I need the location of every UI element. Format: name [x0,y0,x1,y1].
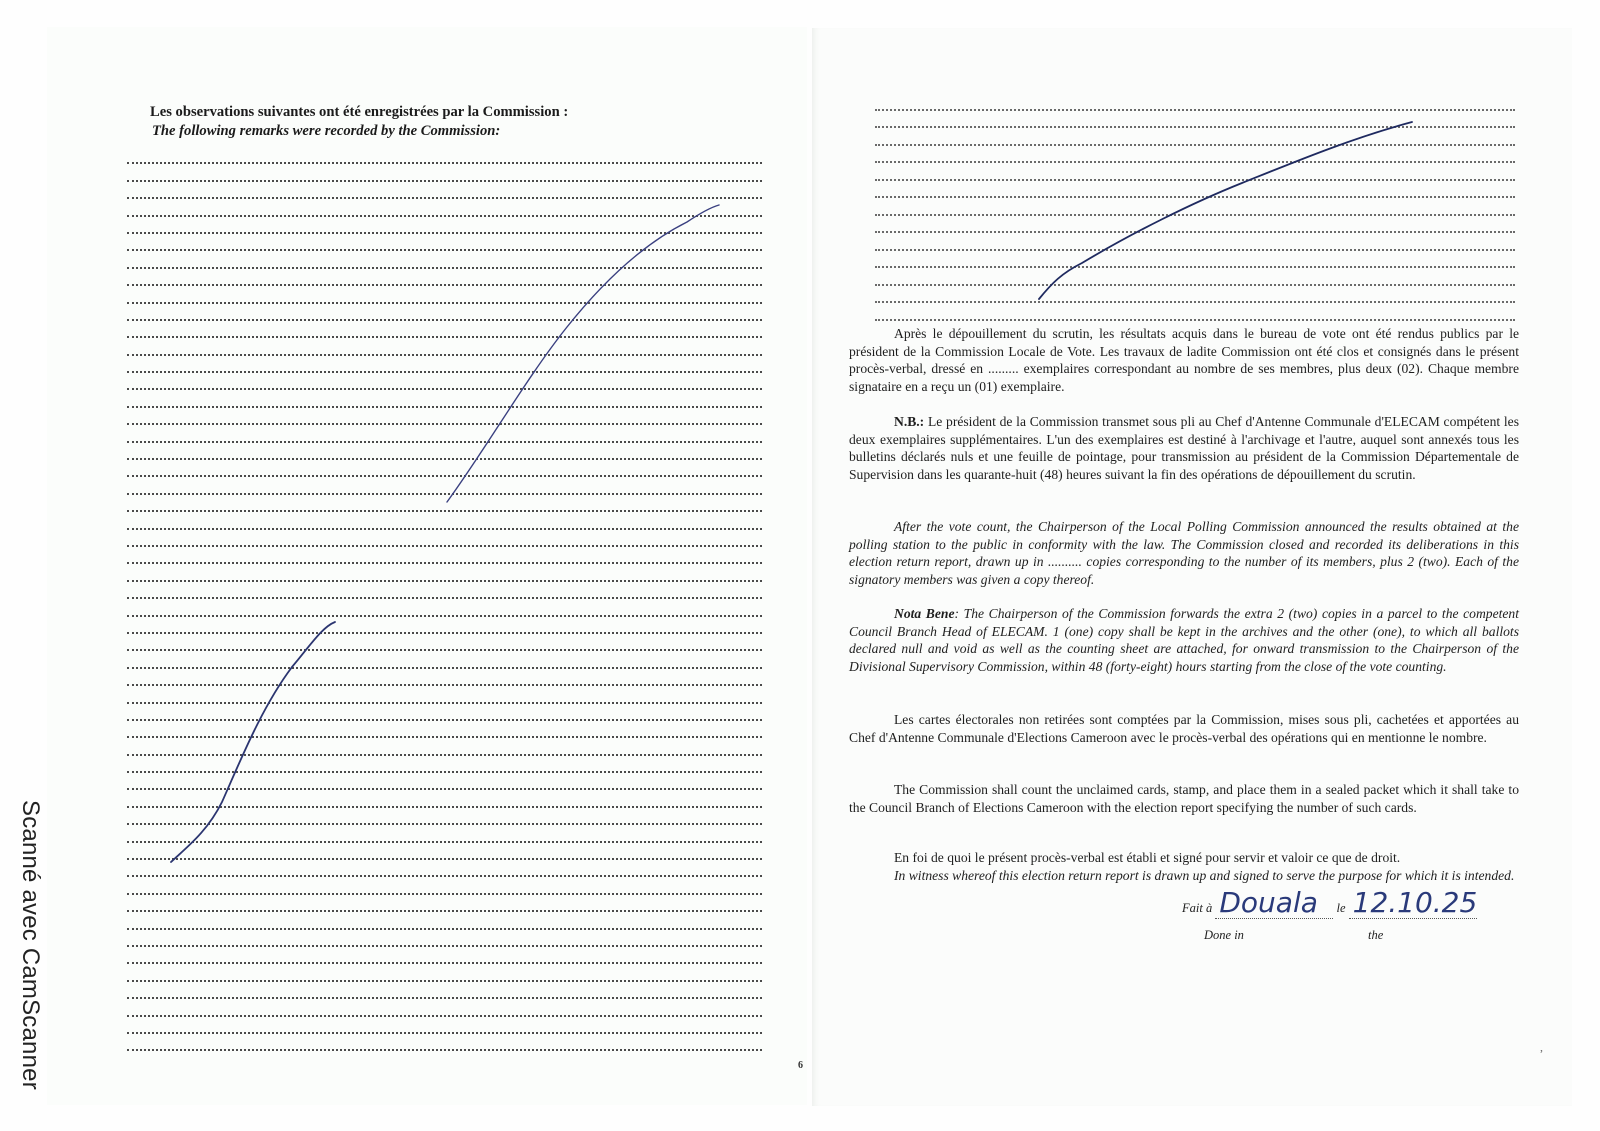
blank-dotted-line [127,182,762,199]
blank-dotted-line [127,199,762,216]
blank-dotted-line [875,233,1515,251]
blank-dotted-line [127,877,762,894]
remarks-blank-lines [127,147,762,1051]
blank-dotted-line [127,860,762,877]
blank-dotted-line [127,373,762,390]
blank-dotted-line [127,947,762,964]
blank-dotted-line [127,286,762,303]
left-page [47,27,807,1105]
done-in-label-fr: Fait à [1182,901,1213,915]
blank-dotted-line [127,269,762,286]
blank-dotted-line [127,738,762,755]
blank-dotted-line [875,111,1515,129]
remarks-heading-en: The following remarks were recorded by the Commission: [152,123,501,139]
blank-dotted-line [127,999,762,1016]
scan-artifact: , [1540,1040,1543,1054]
blank-dotted-line [875,286,1515,304]
witness-text-fr: En foi de quoi le présent procès-verbal est établi et signé pour servir et valoir ce que de droit. [894,850,1401,865]
blank-dotted-line [127,669,762,686]
blank-dotted-line [127,721,762,738]
paragraph-text: Le président de la Commission transmet sous pli au Chef d'Antenne Communale d'ELECAM compétent les deux exemplaires supplémentaires. L'un des exemplaires est destiné à l'archivage et l'autre, auquel sont annexés tous les bulletins déclarés nuls et une feuille de pointage, pour transmission au président de la Commission Départementale de Supervision dans les quarante-huit (48) heures suivant la fin des opérations de dépouillement du scrutin. [849,414,1519,482]
blank-dotted-line [127,443,762,460]
blank-dotted-line [127,356,762,373]
blank-dotted-line [127,477,762,494]
blank-dotted-line [127,495,762,512]
blank-dotted-line [127,686,762,703]
blank-dotted-line [127,912,762,929]
blank-dotted-line [127,825,762,842]
paragraph-text: Après le dépouillement du scrutin, les résultats acquis dans le bureau de vote ont été rendus publics par le président de la Commission Locale de Vote. Les travaux de ladite Commission ont été clos et consignés dans le présent procès-verbal, dressé en ......... exemplaires correspondant au nombre de ses membres, plus deux (02). Chaque membre signataire en a reçu un (01) exemplaire. [849,326,1519,394]
blank-dotted-line [127,164,762,181]
page-number: 6 [798,1060,803,1071]
blank-dotted-line [127,930,762,947]
nota-bene-label: Nota Bene [894,606,955,621]
blank-dotted-line [127,895,762,912]
blank-dotted-line [875,251,1515,269]
blank-dotted-line [127,964,762,981]
blank-dotted-line [875,181,1515,199]
blank-dotted-line [127,234,762,251]
remarks-continued-blank-lines [875,93,1515,321]
blank-dotted-line [127,408,762,425]
paragraph-text: : The Chairperson of the Commission forwards the extra 2 (two) copies in a parcel to the competent Council Branch Head of ELECAM. 1 (one) copy shall be kept in the archives and the other (one), to which all ballots declared null and void as well as the counting sheet are attached, for onward transmission to the Chairperson of the Divisional Supervisory Commission, within 48 (forty-eight) hours starting from the close of the vote counting. [849,606,1519,674]
blank-dotted-line [127,773,762,790]
blank-dotted-line [127,321,762,338]
blank-dotted-line [127,425,762,442]
blank-dotted-line [127,808,762,825]
blank-dotted-line [875,128,1515,146]
blank-dotted-line [127,147,762,164]
paragraph-cards-fr [849,711,1519,746]
blank-dotted-line [127,390,762,407]
blank-dotted-line [127,634,762,651]
paragraph-results-fr [849,325,1519,395]
handwritten-place: Douala [1215,888,1333,919]
paragraph-text: Les cartes électorales non retirées sont comptées par la Commission, mises sous pli, cachetées et apportées au Chef d'Antenne Communale d'Elections Cameroon avec le procès-verbal des opérations qui en mentionne le nombre. [849,712,1519,745]
paragraph-nota-bene-en [849,605,1519,675]
nb-label: N.B.: [894,414,925,429]
paragraph-text: After the vote count, the Chairperson of the Local Polling Commission announced the results obtained at the polling station to the public in conformity with the law. The Commission closed and recorded its deliberations in this election return report, drawn up in .......... copies corresponding to the number of its members, plus 2 (two). Each of the signatory members was given a copy thereof. [849,519,1519,587]
blank-dotted-line [127,564,762,581]
blank-dotted-line [127,530,762,547]
blank-dotted-line [875,146,1515,164]
blank-dotted-line [127,843,762,860]
blank-dotted-line [875,268,1515,286]
paragraph-text: The Commission shall count the unclaimed cards, stamp, and place them in a sealed packet which it shall take to the Council Branch of Elections Cameroon with the election report specifying the number of such cards. [849,782,1519,815]
blank-dotted-line [127,1034,762,1051]
blank-dotted-line [127,790,762,807]
paragraph-witness [849,849,1519,884]
blank-dotted-line [127,599,762,616]
paragraph-results-en [849,518,1519,588]
blank-dotted-line [127,651,762,668]
blank-dotted-line [127,304,762,321]
blank-dotted-line [127,338,762,355]
witness-text-en: In witness whereof this election return report is drawn up and signed to serve the purpose for which it is intended. [894,867,1515,883]
right-page [812,28,1572,1106]
done-in-label-en: Done in [1204,928,1244,942]
blank-dotted-line [875,163,1515,181]
date-label-fr: le [1336,901,1346,915]
blank-dotted-line [127,756,762,773]
blank-dotted-line [127,704,762,721]
blank-dotted-line [875,303,1515,321]
signature-place-date [1182,888,1477,919]
blank-dotted-line [127,617,762,634]
blank-dotted-line [875,198,1515,216]
blank-dotted-line [127,547,762,564]
blank-dotted-line [127,582,762,599]
blank-dotted-line [875,93,1515,111]
handwritten-date: 12.10.25 [1349,888,1477,919]
date-label-en: the [1368,928,1384,942]
paragraph-nb-fr [849,413,1519,483]
blank-dotted-line [127,982,762,999]
blank-dotted-line [127,1017,762,1034]
blank-dotted-line [875,216,1515,234]
blank-dotted-line [127,251,762,268]
blank-dotted-line [127,460,762,477]
blank-dotted-line [127,512,762,529]
remarks-heading-fr: Les observations suivantes ont été enregistrées par la Commission : [150,104,569,120]
blank-dotted-line [127,217,762,234]
paragraph-cards-en [849,781,1519,816]
camscanner-watermark: Scanné avec CamScanner [17,800,44,1090]
